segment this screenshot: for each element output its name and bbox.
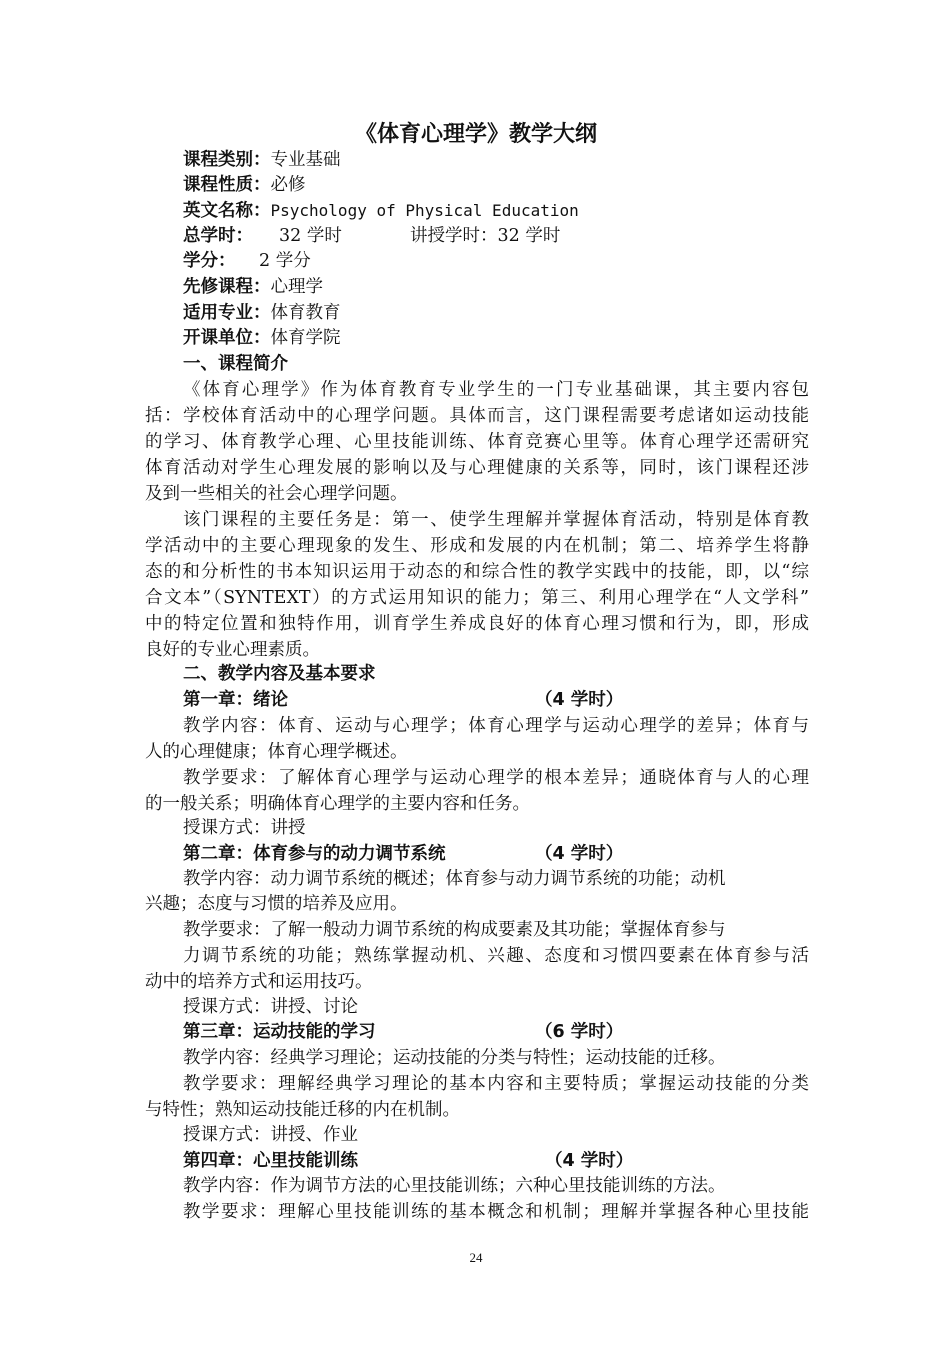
meta-nature-label: 课程性质： [183, 175, 271, 195]
chapter-3-line: 教学要求：理解经典学习理论的基本内容和主要特质；掌握运动技能的分类 [183, 1074, 809, 1094]
intro-paragraph-line: 及到一些相关的社会心理学问题。 [145, 484, 408, 504]
tasks-paragraph-line: 学活动中的主要心理现象的发生、形成和发展的内在机制；第二、培养学生将静 [145, 536, 809, 556]
chapter-2-line: 授课方式：讲授、讨论 [183, 997, 358, 1017]
section-heading-content: 二、教学内容及基本要求 [183, 664, 376, 684]
tasks-paragraph-line: 态的和分析性的书本知识运用于动态的和综合性的教学实践中的技能，即，以“综 [145, 562, 809, 582]
meta-category-label: 课程类别： [183, 150, 271, 170]
meta-category [183, 148, 809, 173]
chapter-1-title: 第一章：绪论 [183, 690, 288, 710]
chapter-3-heading [183, 1020, 809, 1045]
chapter-3-title: 第三章：运动技能的学习 [183, 1022, 376, 1042]
chapter-2-line: 力调节系统的功能；熟练掌握动机、兴趣、态度和习惯四要素在体育参与活 [183, 946, 809, 966]
meta-prereq-label: 先修课程： [183, 277, 271, 297]
intro-paragraph-line: 的学习、体育教学心理、心里技能训练、体育竞赛心里等。体育心理学还需研究 [145, 432, 809, 452]
page-number: 24 [469, 1250, 483, 1265]
meta-dept-value: 体育学院 [270, 328, 341, 348]
meta-total-hours-label: 总学时： [183, 226, 253, 246]
chapter-2-heading [183, 842, 809, 867]
chapter-4-line: 教学要求：理解心里技能训练的基本概念和机制；理解并掌握各种心里技能 [183, 1202, 809, 1222]
intro-paragraph-line: 《体育心理学》作为体育教育专业学生的一门专业基础课，其主要内容包 [183, 380, 809, 400]
meta-major-label: 适用专业： [183, 303, 271, 323]
tasks-paragraph-line: 中的特定位置和独特作用，训育学生养成良好的体育心理习惯和行为，即，形成 [145, 614, 809, 634]
chapter-2-line: 教学要求：了解一般动力调节系统的构成要素及其功能；掌握体育参与 [183, 920, 726, 940]
intro-paragraph-line: 体育活动对学生心理发展的影响以及与心理健康的关系等，同时，该门课程还涉 [145, 458, 809, 478]
meta-prereq-value: 心理学 [270, 277, 323, 297]
chapter-1-line: 的一般关系；明确体育心理学的主要内容和任务。 [145, 794, 530, 814]
meta-english-value: Psychology of Physical Education [270, 201, 579, 220]
chapter-2-hours: （4 学时） [535, 844, 624, 864]
meta-lecture-hours: 讲授学时：32 学时 [410, 226, 561, 246]
chapter-3-line: 教学内容：经典学习理论；运动技能的分类与特性；运动技能的迁移。 [183, 1048, 726, 1068]
chapter-2-line: 兴趣；态度与习惯的培养及应用。 [145, 894, 408, 914]
meta-department [183, 326, 809, 351]
chapter-4-hours: （4 学时） [545, 1151, 634, 1171]
chapter-3-hours: （6 学时） [535, 1022, 624, 1042]
tasks-paragraph-line: 合文本”（SYNTEXT）的方式运用知识的能力；第三、利用心理学在“人文学科” [145, 588, 809, 608]
meta-hours [183, 224, 809, 249]
section-heading-intro: 一、课程简介 [183, 354, 288, 374]
chapter-1-line: 教学要求：了解体育心理学与运动心理学的根本差异；通晓体育与人的心理 [183, 768, 809, 788]
chapter-3-line: 授课方式：讲授、作业 [183, 1125, 358, 1145]
chapter-4-title: 第四章：心里技能训练 [183, 1151, 358, 1171]
meta-credits-value: 2 学分 [259, 251, 311, 271]
document-title: 《体育心理学》教学大纲 [354, 122, 597, 147]
meta-english-label: 英文名称： [183, 201, 271, 221]
meta-english-name [183, 198, 809, 224]
chapter-1-heading [183, 688, 809, 713]
chapter-2-line: 动中的培养方式和运用技巧。 [145, 972, 373, 992]
chapter-3-line: 与特性；熟知运动技能迁移的内在机制。 [145, 1100, 460, 1120]
meta-credits-label: 学分： [183, 251, 236, 271]
meta-total-hours-value: 32 学时 [279, 226, 342, 246]
chapter-2-line: 教学内容：动力调节系统的概述；体育参与动力调节系统的功能；动机 [183, 869, 726, 889]
meta-major-value: 体育教育 [270, 303, 341, 323]
meta-nature-value: 必修 [270, 175, 306, 195]
tasks-paragraph-line: 该门课程的主要任务是：第一、使学生理解并掌握体育活动，特别是体育教 [183, 510, 809, 530]
chapter-2-title: 第二章：体育参与的动力调节系统 [183, 844, 446, 864]
meta-dept-label: 开课单位： [183, 328, 271, 348]
chapter-4-line: 教学内容：作为调节方法的心里技能训练；六种心里技能训练的方法。 [183, 1176, 726, 1196]
meta-prerequisite [183, 275, 809, 300]
chapter-1-line: 授课方式：讲授 [183, 818, 306, 838]
meta-credits [183, 249, 809, 274]
intro-paragraph-line: 括：学校体育活动中的心理学问题。具体而言，这门课程需要考虑诸如运动技能 [145, 406, 809, 426]
meta-major [183, 301, 809, 326]
meta-category-value: 专业基础 [270, 150, 341, 170]
chapter-1-line: 教学内容：体育、运动与心理学；体育心理学与运动心理学的差异；体育与 [183, 716, 809, 736]
tasks-paragraph-line: 良好的专业心理素质。 [145, 640, 320, 660]
chapter-1-line: 人的心理健康；体育心理学概述。 [145, 742, 408, 762]
meta-nature [183, 173, 809, 198]
chapter-4-heading [183, 1149, 809, 1174]
chapter-1-hours: （4 学时） [535, 690, 624, 710]
